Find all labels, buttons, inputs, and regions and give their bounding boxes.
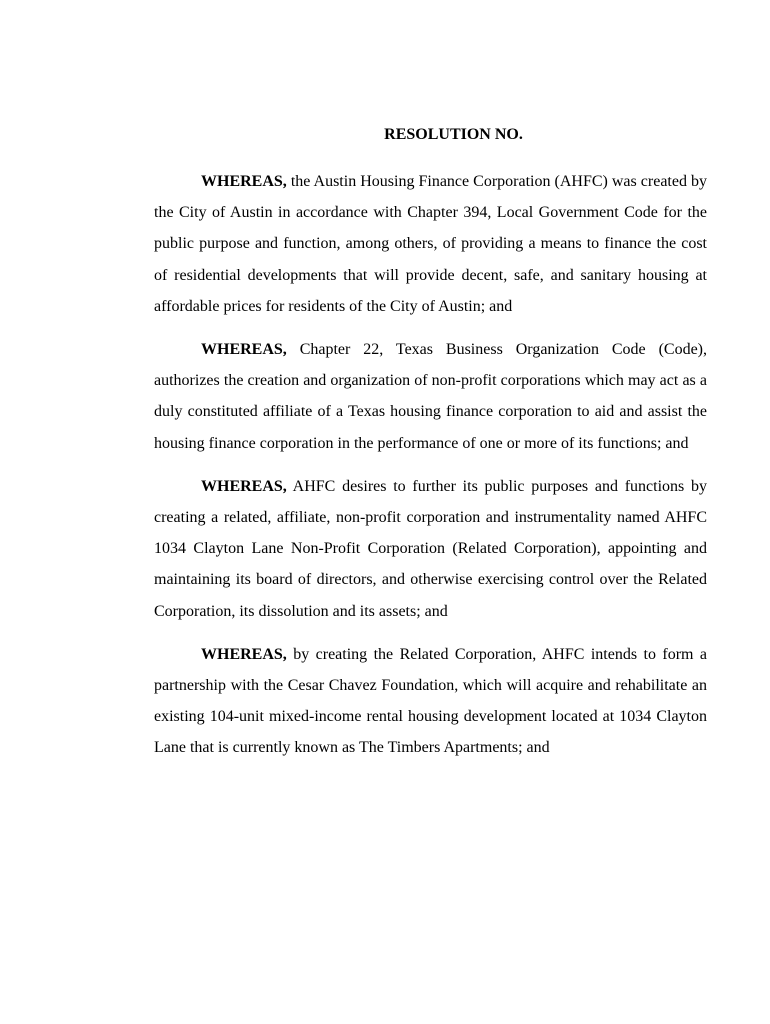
whereas-text-2: Chapter 22, Texas Business Organization Code (Code), authorizes the creation and organization of non-profit corporations which may act as a duly constituted affiliate of a Texas housing finance corporation to aid and assist the housing finance corporation in the performance of one or more of its functions; and — [154, 341, 707, 452]
whereas-lead-4: WHEREAS, — [201, 645, 287, 663]
resolution-body — [154, 166, 707, 776]
whereas-text-4: by creating the Related Corporation, AHFC intends to form a partnership with the Cesar Chavez Foundation, which will acquire and rehabilitate an existing 104-unit mixed-income rental housing development located at 1034 Clayton Lane that is currently known as The Timbers Apartments; and — [154, 645, 707, 757]
whereas-lead-1: WHEREAS, — [201, 173, 287, 190]
whereas-lead-2: WHEREAS, — [201, 341, 287, 359]
whereas-paragraph-2 — [154, 334, 707, 459]
whereas-text-3: AHFC desires to further its public purposes and functions by creating a related, affiliate, non-profit corporation and instrumentality named AHFC 1034 Clayton Lane Non-Profit Corporation (Related Corporation), appointing and maintaining its board of directors, and otherwise exercising control over the Related Corporation, its dissolution and its assets; and — [154, 477, 707, 620]
whereas-paragraph-3 — [154, 471, 707, 627]
whereas-lead-3: WHEREAS, — [201, 477, 287, 495]
whereas-paragraph-1 — [154, 166, 707, 322]
resolution-title: RESOLUTION NO. — [384, 126, 523, 143]
whereas-paragraph-4 — [154, 639, 707, 764]
whereas-text-1: the Austin Housing Finance Corporation (AHFC) was created by the City of Austin in accordance with Chapter 394, Local Government Code for the public purpose and function, among others, of providing a means to finance the cost of residential developments that will provide decent, safe, and sanitary housing at affordable prices for residents of the City of Austin; and — [154, 173, 707, 315]
